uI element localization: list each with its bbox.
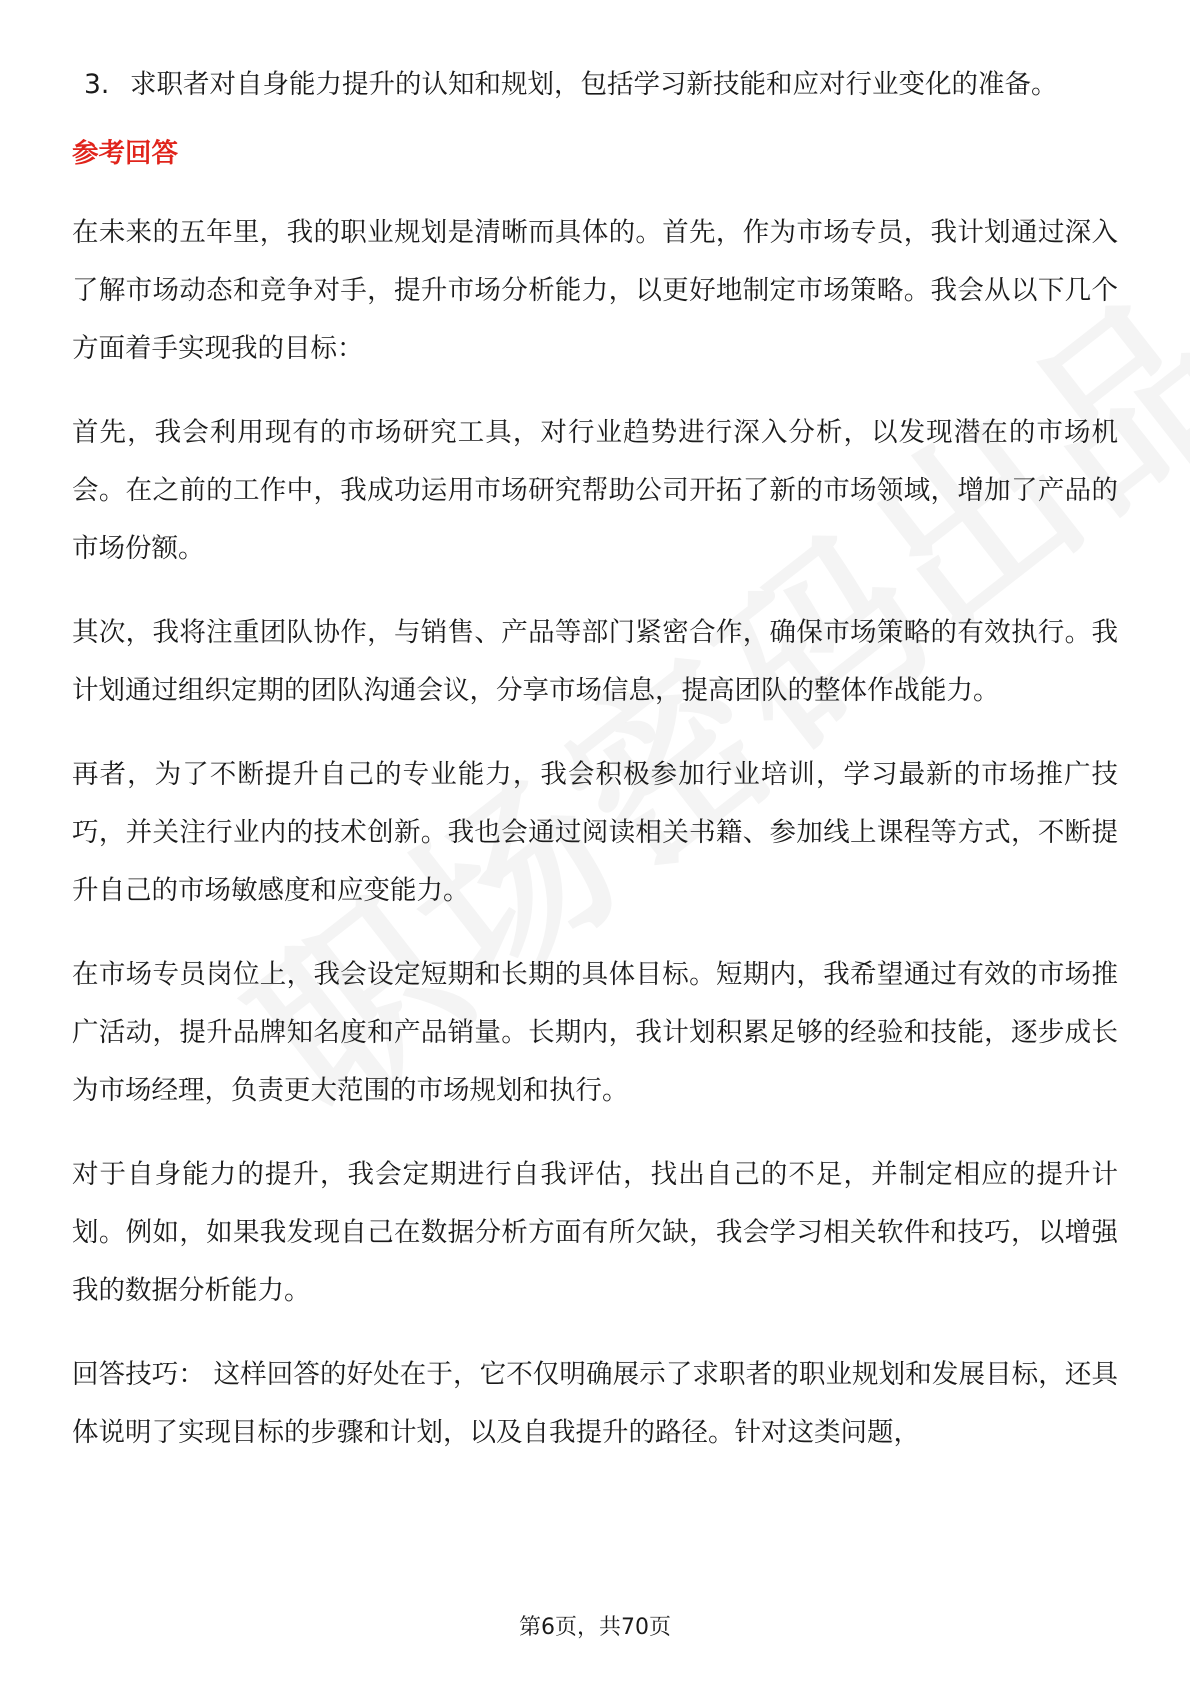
list-item-text: 求职者对自身能力提升的认知和规划，包括学习新技能和应对行业变化的准备。 [130, 69, 1058, 100]
paragraph: 对于自身能力的提升，我会定期进行自我评估，找出自己的不足，并制定相应的提升计划。例如，如果我发现自己在数据分析方面有所欠缺，我会学习相关软件和技巧，以增强我的数据分析能力。 [72, 1159, 1118, 1306]
paragraph: 首先，我会利用现有的市场研究工具，对行业趋势进行深入分析，以发现潜在的市场机会。在之前的工作中，我成功运用市场研究帮助公司开拓了新的市场领域，增加了产品的市场份额。 [72, 417, 1118, 564]
document-body [72, 56, 1118, 1488]
list-number: 3. [84, 69, 110, 100]
page-footer: 第6页，共70页 [519, 1615, 671, 1640]
paragraph: 回答技巧： 这样回答的好处在于，它不仅明确展示了求职者的职业规划和发展目标，还具体说明了实现目标的步骤和计划，以及自我提升的路径。针对这类问题， [72, 1359, 1118, 1448]
paragraph: 其次，我将注重团队协作，与销售、产品等部门紧密合作，确保市场策略的有效执行。我计划通过组织定期的团队沟通会议，分享市场信息，提高团队的整体作战能力。 [72, 617, 1118, 706]
section-title: 参考回答 [72, 138, 178, 169]
paragraph: 在市场专员岗位上，我会设定短期和长期的具体目标。短期内，我希望通过有效的市场推广活动，提升品牌知名度和产品销量。长期内，我计划积累足够的经验和技能，逐步成长为市场经理，负责更大范围的市场规划和执行。 [72, 959, 1118, 1106]
paragraph: 在未来的五年里，我的职业规划是清晰而具体的。首先，作为市场专员，我计划通过深入了解市场动态和竞争对手，提升市场分析能力，以更好地制定市场策略。我会从以下几个方面着手实现我的目标： [72, 217, 1118, 364]
paragraph: 再者，为了不断提升自己的专业能力，我会积极参加行业培训，学习最新的市场推广技巧，并关注行业内的技术创新。我也会通过阅读相关书籍、参加线上课程等方式，不断提升自己的市场敏感度和应变能力。 [72, 759, 1118, 906]
list-item [72, 56, 1118, 114]
